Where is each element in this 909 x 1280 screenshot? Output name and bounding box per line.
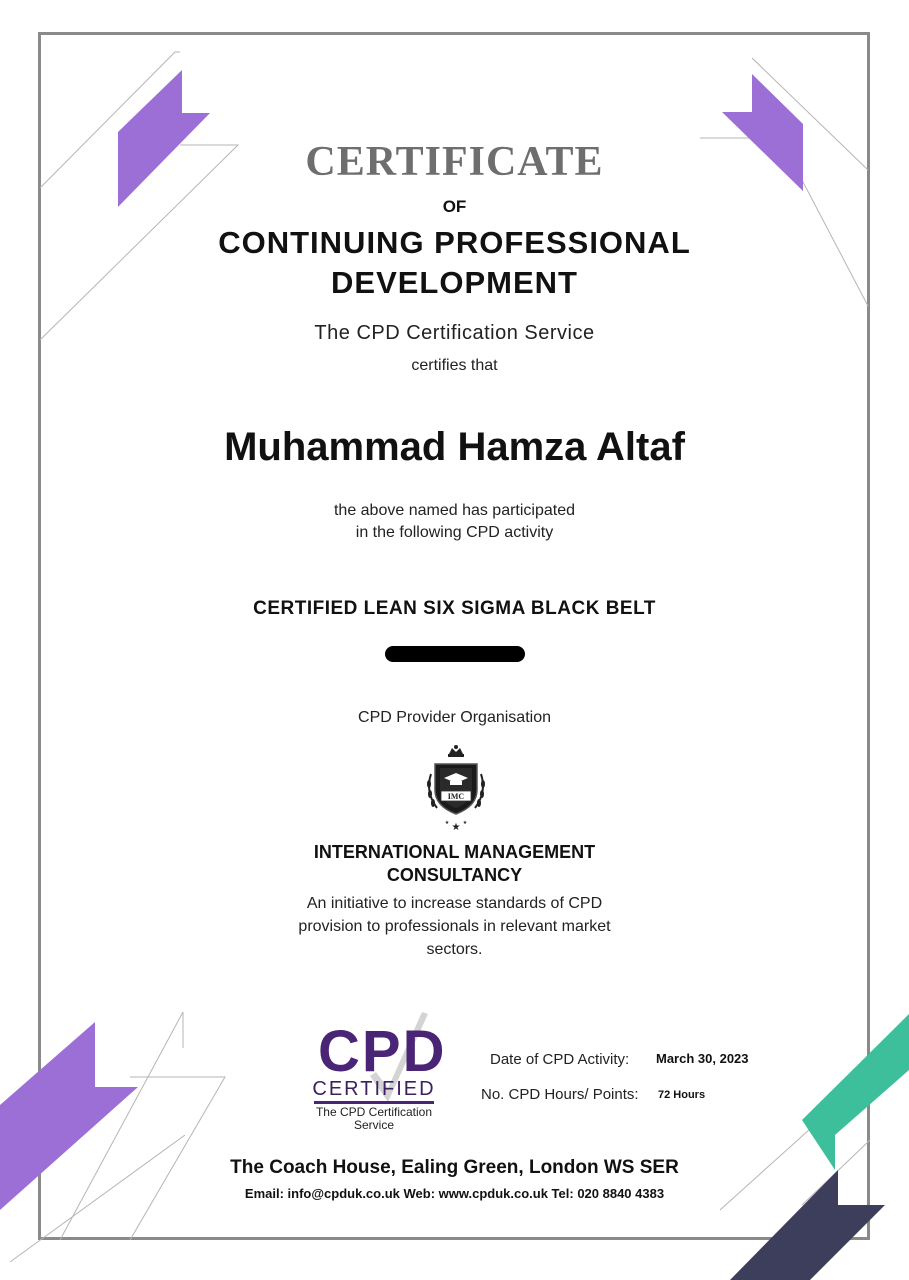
svg-text:★: ★ — [444, 820, 450, 826]
of-text: OF — [442, 197, 467, 216]
imc-logo-text: IMC — [447, 792, 465, 801]
redaction-bar — [385, 646, 525, 662]
initiative-line2: provision to professionals in relevant market — [298, 918, 611, 935]
cpd-logo-text: CPD — [318, 1019, 447, 1084]
provider-organisation — [0, 841, 909, 887]
organisation-line1: INTERNATIONAL MANAGEMENT — [313, 842, 596, 862]
certifies-text: certifies that — [411, 357, 498, 374]
certification-service: The CPD Certification Service — [314, 322, 595, 344]
cpd-title — [0, 223, 909, 303]
svg-text:★: ★ — [462, 820, 468, 826]
imc-crest-icon — [419, 744, 493, 832]
cpd-certified-text: CERTIFIED — [312, 1078, 436, 1100]
hours-value: 72 Hours — [658, 1089, 706, 1101]
svg-text:★: ★ — [451, 822, 461, 832]
cpd-logo-sub-line1: The CPD Certification — [315, 1105, 433, 1119]
cpd-logo-sub-line2: Service — [353, 1118, 394, 1132]
hours-label: No. CPD Hours/ Points: — [481, 1086, 639, 1103]
initiative-line3: sectors. — [426, 941, 483, 958]
contact-details: Email: info@cpduk.co.uk Web: www.cpduk.co.uk Tel: 020 8840 4383 — [244, 1186, 665, 1201]
organisation-line2: CONSULTANCY — [386, 865, 523, 885]
participation-line1: the above named has participated — [333, 502, 576, 519]
provider-label: CPD Provider Organisation — [358, 709, 551, 726]
recipient-name: Muhammad Hamza Altaf — [224, 425, 685, 469]
activity-title: CERTIFIED LEAN SIX SIGMA BLACK BELT — [253, 598, 656, 619]
date-value: March 30, 2023 — [656, 1051, 749, 1066]
cpd-logo-underline — [314, 1101, 434, 1104]
initiative-line1: An initiative to increase standards of CPD — [306, 895, 603, 912]
address: The Coach House, Ealing Green, London WS SER — [230, 1157, 679, 1178]
date-label: Date of CPD Activity: — [490, 1051, 630, 1068]
cpd-title-line2: DEVELOPMENT — [331, 265, 578, 300]
participation-line2: in the following CPD activity — [355, 524, 554, 541]
initiative-text — [0, 892, 909, 961]
cpd-title-line1: CONTINUING PROFESSIONAL — [218, 225, 691, 260]
bottom-left-ornament — [0, 1012, 225, 1262]
participation-text — [0, 500, 909, 544]
redacted-code — [0, 646, 909, 667]
cpd-logo-subtitle — [300, 1106, 448, 1132]
certificate-heading: CERTIFICATE — [305, 139, 604, 185]
